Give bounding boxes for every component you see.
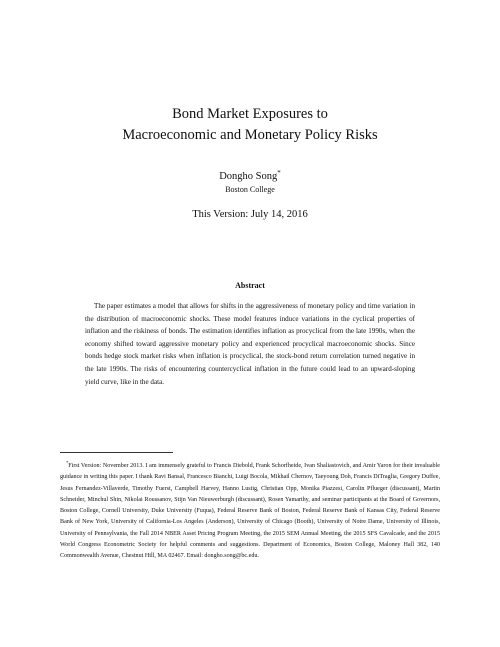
paper-title xyxy=(0,104,500,146)
version-date: This Version: July 14, 2016 xyxy=(192,209,308,220)
footnote-mark: * xyxy=(66,460,69,465)
abstract-body: The paper estimates a model that allows for shifts in the aggressiveness of monetary policy and time variation in the distribution of macroeconomic shocks. These model features induce variations in the cyclical properties of inflation and the riskiness of bonds. The estimation identifies inflation as procyclical from the late 1990s, when the economy shifted toward aggressive monetary policy and experienced procyclical macroeconomic shocks. Since bonds hedge stock market risks when inflation is procyclical, the stock-bond return correlation turned negative in the late 1990s. The risks of encountering countercyclical inflation in the future could lead to an upward-sloping yield curve, like in the data. xyxy=(85,302,415,386)
author-name-text: Dongho Song xyxy=(219,171,278,182)
abstract-heading: Abstract xyxy=(235,281,265,290)
author-name xyxy=(0,167,500,183)
footnote xyxy=(60,457,440,563)
author-footnote-mark: * xyxy=(277,169,281,177)
title-line-2: Macroeconomic and Monetary Policy Risks xyxy=(122,127,378,143)
author-affiliation: Boston College xyxy=(225,185,275,194)
footnote-text: First Version: November 2013. I am immensely grateful to Francis Diebold, Frank Schorfheide, Ivan Shaliastovich, and Amir Yaron for their invaluable guidance in writing this paper. I thank Ravi Bansal, Francesco Bianchi, Luigi Bocola, Mikhail Chernov, Taeyoung Doh, Francis DiTraglia, Gregory Duffee, Jesus Fernandez-Villaverde, Timothy Fuerst, Campbell Harvey, Hanno Lustig, Christian Opp, Monika Piazzesi, Carolin Pflueger (discussant), Martin Schneider, Minchul Shin, Nikolai Roussanov, Stijn Van Nieuwerburgh (discussant), Rosen Yamarthy, and seminar participants at the Board of Governors, Boston College, Cornell University, Duke University (Fuqua), Federal Reserve Bank of Boston, Federal Reserve Bank of Kansas City, Federal Reserve Bank of New York, University of California-Los Angeles (Anderson), University of Chicago (Booth), University of Notre Dame, University of Illinois, University of Pennsylvania, the Fall 2014 NBER Asset Pricing Program Meeting, the 2015 SEM Annual Meeting, the 2015 SFS Cavalcade, and the 2015 World Congress Econometric Society for helpful comments and suggestions. Department of Economics, Boston College, Maloney Hall 382, 140 Commonwealth Avenue, Chestnut Hill, MA 02467. Email: dongho.song@bc.edu. xyxy=(60,463,440,560)
title-line-1: Bond Market Exposures to xyxy=(172,106,328,122)
footnote-rule xyxy=(60,452,173,453)
